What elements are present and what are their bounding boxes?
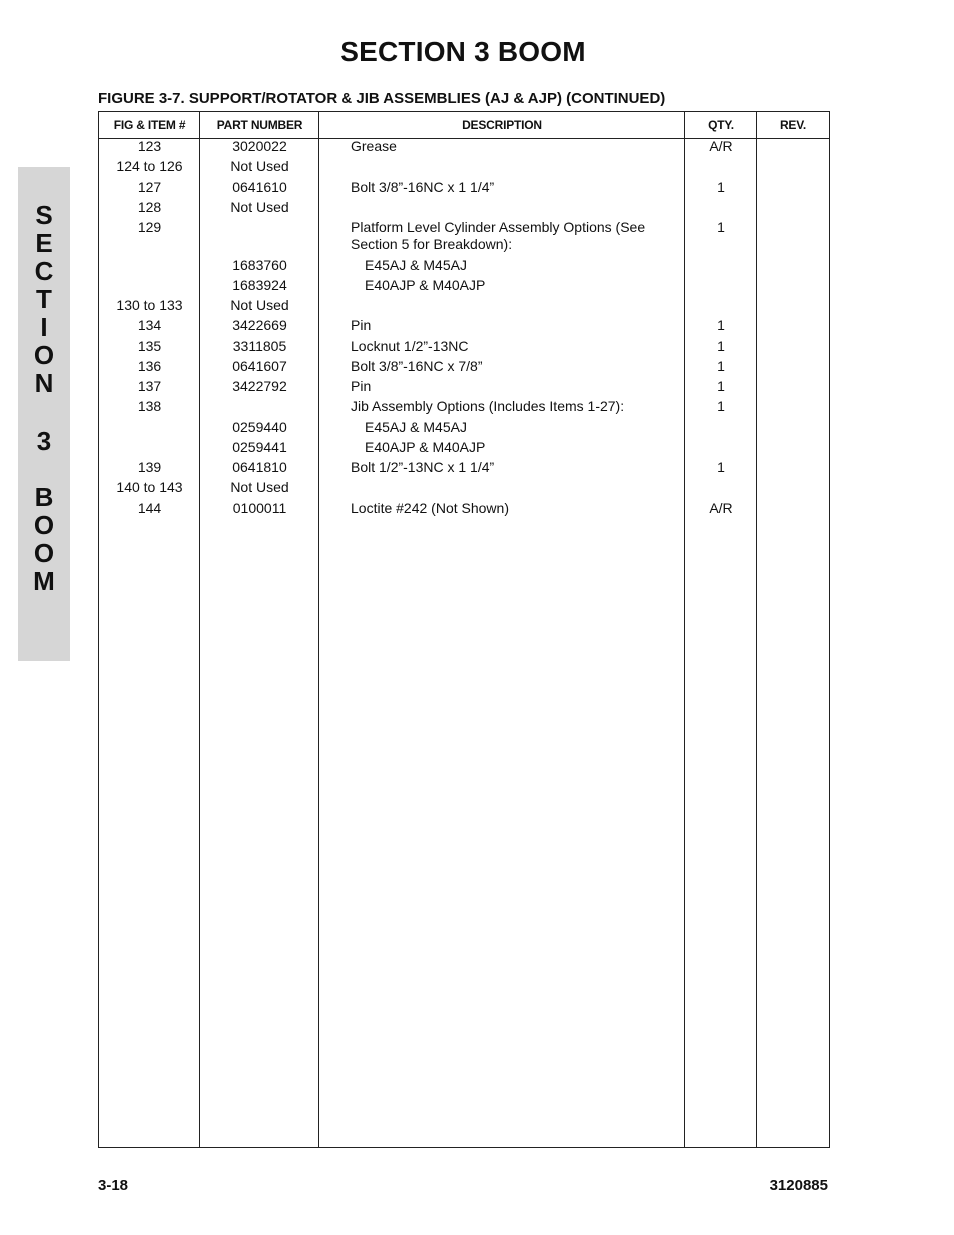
document-number: 3120885	[769, 1177, 828, 1194]
part-number: 1683924	[232, 277, 287, 293]
item-number: 127	[137, 179, 162, 195]
description: Platform Level Cylinder Assembly Options (See	[351, 219, 646, 235]
side-tab-letter: 3	[36, 426, 52, 456]
quantity: 1	[717, 358, 725, 374]
description: Jib Assembly Options (Includes Items 1-27):	[351, 398, 625, 414]
item-number: 123	[137, 138, 162, 154]
side-tab-letter: T	[36, 284, 52, 314]
description: Grease	[351, 138, 397, 154]
column-divider	[756, 112, 757, 1147]
description: E45AJ & M45AJ	[365, 257, 467, 273]
quantity: 1	[717, 219, 725, 235]
side-tab-letter: E	[35, 228, 53, 258]
quantity: 1	[717, 338, 725, 354]
description: Pin	[351, 378, 372, 394]
page-title: SECTION 3 BOOM	[340, 36, 586, 67]
item-number: 144	[137, 500, 162, 516]
item-number: 136	[137, 358, 162, 374]
item-number: 130 to 133	[116, 297, 183, 313]
side-tab-letter: O	[33, 340, 55, 370]
side-tab-letter: O	[33, 510, 55, 540]
part-number: 3020022	[232, 138, 287, 154]
quantity: 1	[717, 398, 725, 414]
side-tab-letter: I	[40, 312, 48, 342]
header-rev: REV.	[779, 118, 807, 132]
quantity: A/R	[709, 138, 733, 154]
item-number: 137	[137, 378, 162, 394]
quantity: A/R	[709, 500, 733, 516]
header-item: FIG & ITEM #	[113, 118, 186, 132]
part-number: 0641810	[232, 459, 287, 475]
description: E45AJ & M45AJ	[365, 419, 467, 435]
quantity: 1	[717, 378, 725, 394]
part-number: 3422792	[232, 378, 287, 394]
side-tab-letter: S	[35, 200, 53, 230]
part-number: Not Used	[230, 297, 289, 313]
part-number: Not Used	[230, 199, 289, 215]
part-number: 3311805	[232, 338, 287, 354]
part-number: 3422669	[232, 317, 287, 333]
table-header-row	[99, 112, 829, 139]
part-number: 0259440	[232, 419, 287, 435]
item-number: 140 to 143	[116, 479, 183, 495]
part-number: 0641607	[232, 358, 287, 374]
description: E40AJP & M40AJP	[365, 439, 486, 455]
header-part-number: PART NUMBER	[216, 118, 303, 132]
side-tab-letter: O	[33, 538, 55, 568]
item-number: 139	[137, 459, 162, 475]
side-tab-letter: N	[34, 368, 54, 398]
page-number: 3-18	[98, 1177, 129, 1194]
item-number: 128	[137, 199, 162, 215]
quantity: 1	[717, 179, 725, 195]
part-number: 1683760	[232, 257, 287, 273]
side-tab-letter: C	[34, 256, 54, 286]
section-side-tab	[18, 167, 70, 661]
description: E40AJP & M40AJP	[365, 277, 486, 293]
item-number: 138	[137, 398, 162, 414]
item-number: 124 to 126	[116, 158, 183, 174]
description-continuation: Section 5 for Breakdown):	[351, 236, 513, 252]
side-tab-letter: M	[33, 566, 55, 596]
figure-title: FIGURE 3-7. SUPPORT/ROTATOR & JIB ASSEMBLIES (AJ & AJP) (CONTINUED)	[98, 90, 666, 107]
description: Loctite #242 (Not Shown)	[351, 500, 509, 516]
header-qty: QTY.	[708, 118, 734, 132]
side-tab-letter: B	[34, 482, 54, 512]
quantity: 1	[717, 459, 725, 475]
parts-table	[98, 111, 830, 1148]
header-description: DESCRIPTION	[462, 118, 542, 132]
item-number: 135	[137, 338, 162, 354]
part-number: 0641610	[232, 179, 287, 195]
description: Bolt 3/8”-16NC x 7/8”	[351, 358, 483, 374]
item-number: 134	[137, 317, 162, 333]
item-number: 129	[137, 219, 162, 235]
part-number: 0259441	[232, 439, 287, 455]
description: Pin	[351, 317, 372, 333]
part-number: 0100011	[232, 500, 287, 516]
description: Locknut 1/2”-13NC	[351, 338, 469, 354]
part-number: Not Used	[230, 158, 289, 174]
description: Bolt 1/2”-13NC x 1 1/4”	[351, 459, 495, 475]
quantity: 1	[717, 317, 725, 333]
part-number: Not Used	[230, 479, 289, 495]
description: Bolt 3/8”-16NC x 1 1/4”	[351, 179, 495, 195]
